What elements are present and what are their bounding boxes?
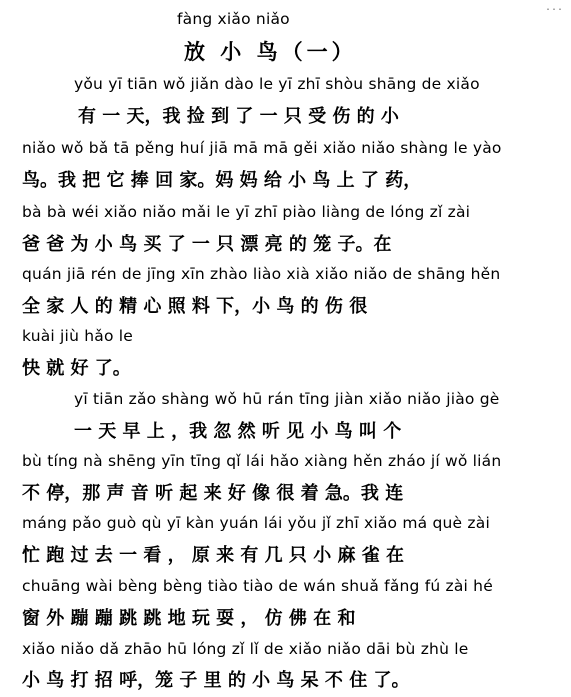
pinyin-line-6: yī tiān zǎo shàng wǒ hū rán tīng jiàn xiǎo niǎo jiào gè <box>74 390 500 408</box>
text-line-6: 一 天 早 上 ，我 忽 然 听 见 小 鸟 叫 个 <box>74 421 402 442</box>
corner-mark: ... <box>544 2 563 13</box>
pinyin-line-10: xiǎo niǎo dǎ zhāo hū lóng zǐ lǐ de xiǎo niǎo dāi bù zhù le <box>22 640 469 658</box>
text-line-10: 小 鸟 打 招 呼，笼 子 里 的 小 鸟 呆 不 住 了。 <box>22 670 410 691</box>
pinyin-line-7: bù tíng nà shēng yīn tīng qǐ lái hǎo xiàng hěn zháo jí wǒ lián <box>22 452 502 470</box>
text-line-1: 有 一 天，我 捡 到 了 一 只 受 伤 的 小 <box>78 106 399 127</box>
pinyin-line-8: máng pǎo guò qù yī kàn yuán lái yǒu jǐ zhī xiǎo má què zài <box>22 514 490 532</box>
pinyin-line-5: kuài jiù hǎo le <box>22 327 133 345</box>
text-line-9: 窗 外 蹦 蹦 跳 跳 地 玩 耍 ， 仿 佛 在 和 <box>22 608 356 629</box>
pinyin-line-2: niǎo wǒ bǎ tā pěng huí jiā mā mā gěi xiǎo niǎo shàng le yào <box>22 139 502 157</box>
text-line-4: 全 家 人 的 精 心 照 料 下，小 鸟 的 伤 很 <box>22 296 368 317</box>
pinyin-line-4: quán jiā rén de jīng xīn zhào liào xià xiǎo niǎo de shāng hěn <box>22 265 501 283</box>
pinyin-line-1: yǒu yī tiān wǒ jiǎn dào le yī zhī shòu shāng de xiǎo <box>74 75 480 93</box>
pinyin-line-9: chuāng wài bèng bèng tiào tiào de wán shuǎ fǎng fú zài hé <box>22 577 493 595</box>
text-line-5: 快 就 好 了。 <box>22 358 131 379</box>
pinyin-line-3: bà bà wéi xiǎo niǎo mǎi le yī zhī piào liàng de lóng zǐ zài <box>22 203 471 221</box>
text-line-7: 不 停，那 声 音 听 起 来 好 像 很 着 急。我 连 <box>22 483 404 504</box>
text-line-2: 鸟。我 把 它 捧 回 家。妈 妈 给 小 鸟 上 了 药， <box>22 170 422 191</box>
text-line-3: 爸 爸 为 小 鸟 买 了 一 只 漂 亮 的 笼 子。在 <box>22 234 392 255</box>
text-line-8: 忙 跑 过 去 一 看 ， 原 来 有 几 只 小 麻 雀 在 <box>22 545 404 566</box>
title: 放 小 鸟（一） <box>184 40 357 64</box>
title-pinyin: fàng xiǎo niǎo <box>177 10 290 28</box>
